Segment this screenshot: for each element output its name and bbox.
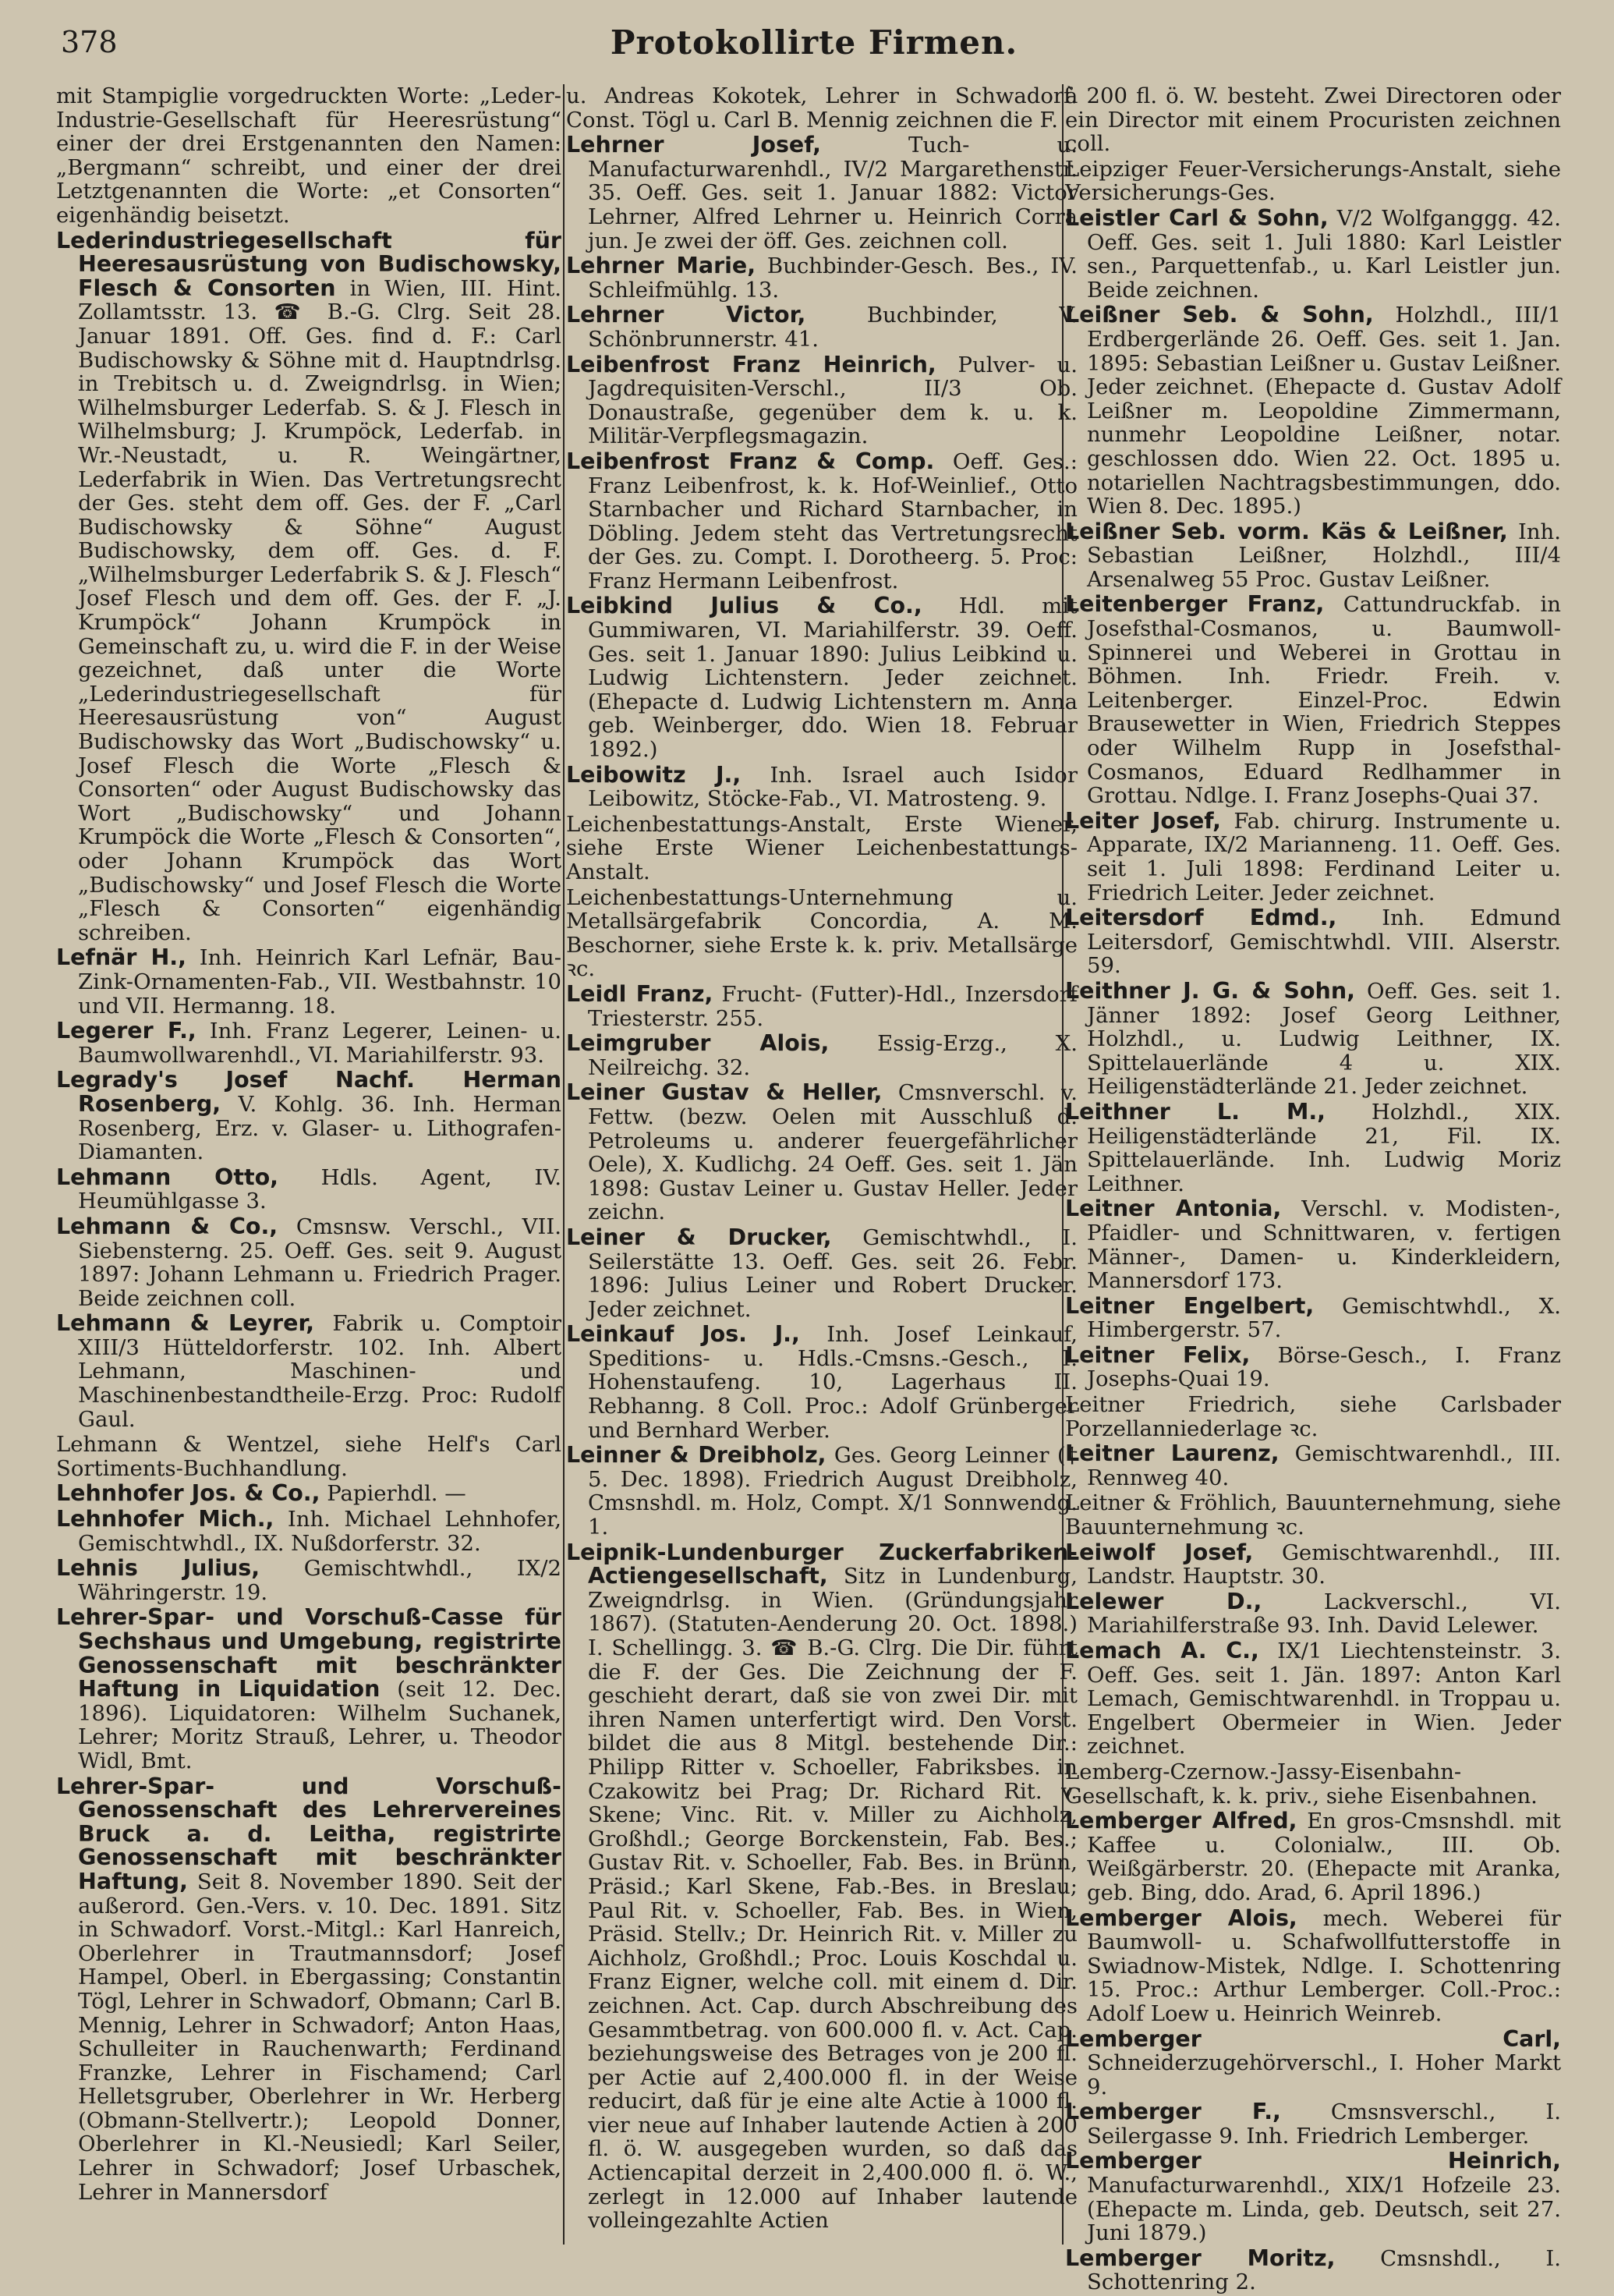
directory-entry bbox=[1065, 1491, 1561, 1539]
firm-name: Leißner Seb. & Sohn, bbox=[1065, 302, 1374, 328]
firm-name: Lehnhofer Mich., bbox=[56, 1506, 274, 1532]
firm-name: Leistler Carl & Sohn, bbox=[1065, 204, 1329, 231]
entry-text: Inh. Edmund Leitersdorf, Gemischtwhdl. VIII. Alserstr. 59. bbox=[1087, 905, 1561, 979]
entry-text: Inh. Franz Legerer, Leinen- u. Baumwollwarenhdl., VI. Mariahilferstr. 93. bbox=[78, 1019, 561, 1068]
entry-text: in Wien, III. Hint. Zollamtsstr. 13. ☎ B.-G. Clrg. Seit 28. Januar 1891. Off. Ges. find d. F.: Carl Budischowsky & Söhne mit d. Hauptndrlsg. in Trebitsch u. d. Zweigndrlsg. in Wien; Wilhelmsburger Lederfab. S. & J. Flesch in Wilhelmsburg; J. Krumpöck, Lederfab. in Wr.-Neustadt, u. R. Weingärtner, Lederfabrik in Wien. Das Vertretungsrecht der Ges. steht dem off. Ges. der F. „Carl Budischowsky & Söhne“ August Budischowsky, dem off. Ges. d. F. „Wilhelmsburger Lederfabrik S. & J. Flesch“ Josef Flesch und dem off. Ges. der F. „J. Krumpöck“ Johann Krumpöck in Gemeinschaft zu, u. wird die F. in der Weise gezeichnet, daß unter die Worte „Lederindustriegesellschaft für Heeresausrüstung von“ August Budischowsky das Wort „Budischowsky“ u. Josef Flesch die Worte „Flesch & Consorten“ oder August Budischowsky das Wort „Budischowsky“ und Johann Krumpöck die Worte „Flesch & Consorten“, oder Johann Krumpöck das Wort „Budischowsky“ und Josef Flesch die Worte „Flesch & Consorten“ eigenhändig schreiben. bbox=[78, 275, 561, 945]
entry-text: Tuch- u. Manufacturwarenhdl., IV/2 Margarethenstr. 35. Oeff. Ges. seit 1. Januar 1882: Victor Lehrner, Alfred Lehrner u. Heinrich Corra jun. Je zwei der öff. Ges. zeichnen coll. bbox=[588, 133, 1078, 253]
entry-text: V. Kohlg. 36. Inh. Herman Rosenberg, Erz. v. Glaser- u. Lithografen-Diamanten. bbox=[78, 1091, 561, 1165]
firm-name: Lehmann & Co., bbox=[56, 1213, 278, 1239]
directory-entry bbox=[56, 946, 561, 1018]
firm-name: Lemberger F., bbox=[1065, 2099, 1281, 2125]
directory-entry bbox=[566, 1323, 1078, 1442]
entry-text: Gemischtwhdl., I. Seilerstätte 13. Oeff. Ges. seit 26. Febr. 1896: Julius Leiner und Robert Drucker. Jeder zeichnet. bbox=[588, 1224, 1078, 1322]
entry-text: Holzhdl., III/1 Erdbergerlände 26. Oeff. Ges. seit 1. Jan. 1895: Sebastian Leißner u. Gustav Leißner. Jeder zeichnet. (Ehepacte d. Gustav Adolf Leißner m. Leopoldine Zimmermann, nunmehr Leopoldine Leißner, notar. geschlossen ddo. Wien 22. Oct. 1895 u. notariellen Nachtragsbestimmungen, ddo. Wien 8. Dec. 1895.) bbox=[1087, 303, 1561, 519]
entry-text: Hdls. Agent, IV. Heumühlgasse 3. bbox=[78, 1164, 561, 1214]
firm-name: Lemach A. C., bbox=[1065, 1638, 1259, 1664]
firm-name: Leibenfrost Franz Heinrich, bbox=[566, 351, 936, 377]
directory-entry bbox=[1065, 807, 1562, 905]
entry-text: En gros-Cmsnshdl. mit Kaffee u. Colonialw., III. Ob. Weißgärberstr. 20. (Ehepacte mit Aranka, geb. Bing, ddo. Arad, 6. April 1896.) bbox=[1087, 1809, 1561, 1905]
firm-name: Lehrer-Spar- und Vorschuß-Casse für Sechshaus und Umgebung, registrirte Genossenschaft mit beschränkter Haftung in Liquidation bbox=[56, 1604, 561, 1703]
firm-name: Leithner L. M., bbox=[1065, 1098, 1326, 1125]
directory-entry bbox=[566, 1444, 1078, 1539]
firm-name: Leiwolf Josef, bbox=[1065, 1539, 1254, 1565]
entry-text: Gemischtwhdl., X. Himbergerstr. 57. bbox=[1087, 1293, 1561, 1343]
entry-text: Papierhdl. — bbox=[327, 1481, 466, 1507]
entry-text: Verschl. v. Modisten-, Pfaidler- und Schnittwaren, v. fertigen Männer-, Damen- u. Kinderkleidern, Mannersdorf 173. bbox=[1087, 1196, 1561, 1294]
directory-entry bbox=[1065, 1590, 1561, 1638]
entry-text: Lackverschl., VI. Mariahilferstraße 93. Inh. David Lelewer. bbox=[1087, 1589, 1561, 1639]
entry-text: mech. Weberei für Baumwoll- u. Schafwollfutterstoffe in Swiadnow-Mistek, Ndlge. I. Schottenring 15. Proc.: Arthur Lemberger. Coll.-Proc.: Adolf Loew u. Heinrich Weinreb. bbox=[1087, 1905, 1561, 2026]
entry-text: Cmsnverschl. v. Fettw. (bezw. Oelen mit Ausschluß d. Petroleums u. anderer feuergefährlicher Oele), X. Kudlichg. 24 Oeff. Ges. seit 1. Jän 1898: Gustav Leiner u. Gustav Heller. Jeder zeichn. bbox=[588, 1080, 1078, 1225]
entry-text: Fabrik u. Comptoir XIII/3 Hütteldorferstr. 102. Inh. Albert Lehmann, Maschinen- und Maschinenbestandtheile-Erzg. Proc: Rudolf Gaul. bbox=[78, 1311, 561, 1432]
directory-entry bbox=[566, 1541, 1078, 2233]
firm-name: Lemberger Moritz, bbox=[1065, 2245, 1336, 2271]
directory-entry bbox=[1065, 520, 1561, 592]
page-number: 378 bbox=[61, 25, 118, 59]
entry-text: Leitner & Fröhlich, Bauunternehmung, siehe Bauunternehmung ꝛc. bbox=[1065, 1490, 1561, 1540]
firm-name: Lehnis Julius, bbox=[56, 1555, 260, 1582]
directory-entry bbox=[56, 1508, 561, 1555]
directory-entry bbox=[1065, 2100, 1561, 2148]
firm-name: Lemberger Alfred, bbox=[1065, 1808, 1297, 1834]
directory-entry bbox=[1065, 906, 1561, 978]
directory-entry bbox=[566, 813, 1078, 884]
entry-text: Gemischtwhdl., IX/2 Währingerstr. 19. bbox=[78, 1556, 561, 1605]
directory-entry bbox=[56, 1557, 561, 1604]
entry-text: Hdl. mit Gummiwaren, VI. Mariahilferstr. 39. Oeff. Ges. seit 1. Januar 1890: Julius Leibkind u. Ludwig Lichtenstern. Jeder zeichnet. (Ehepacte d. Ludwig Lichtenstern m. Anna geb. Weinberger, ddo. Wien 18. Februar 1892.) bbox=[588, 593, 1078, 763]
firm-name: Legrady's Josef Nachf. Herman Rosenberg, bbox=[56, 1067, 561, 1117]
column-divider bbox=[563, 84, 565, 2245]
entry-text: Inh. Israel auch Isidor Leibowitz, Stöcke-Fab., VI. Matrosteng. 9. bbox=[588, 762, 1078, 812]
directory-entry bbox=[1065, 1197, 1561, 1292]
directory-entry bbox=[566, 1226, 1078, 1321]
firm-name: Leitenberger Franz, bbox=[1065, 591, 1325, 618]
directory-entry bbox=[56, 1215, 561, 1310]
directory-entry bbox=[56, 1606, 561, 1773]
firm-name: Leinkauf Jos. J., bbox=[566, 1321, 800, 1348]
firm-name: Leipnik-Lundenburger Zuckerfabriken-Actiengesellschaft, bbox=[566, 1539, 1078, 1589]
firm-name: Leiter Josef, bbox=[1065, 807, 1221, 834]
directory-entry bbox=[566, 303, 1078, 351]
firm-name: Lederindustriegesellschaft für Heeresausrüstung von Budischowsky, Flesch & Consorten bbox=[56, 227, 561, 301]
entry-text: Oeff. Ges. seit 1. Jänner 1892: Josef Georg Leithner, Holzhdl., u. Ludwig Leithner, IX. Spittelauerlände 4 u. XIX. Heiligenstädterlände 21. Jeder zeichnet. bbox=[1087, 978, 1561, 1100]
entry-text: Manufacturwarenhdl., XIX/1 Hofzeile 23. (Ehepacte m. Linda, geb. Deutsch, seit 27. Juni 1879.) bbox=[1087, 2173, 1561, 2246]
directory-entry bbox=[56, 84, 561, 228]
firm-name: Leibenfrost Franz & Comp. bbox=[566, 448, 935, 474]
directory-entry bbox=[1065, 158, 1561, 205]
entry-text: Buchbinder-Gesch. Bes., IV. Schleifmühlg. 13. bbox=[588, 253, 1078, 303]
firm-name: Lelewer D., bbox=[1065, 1588, 1262, 1614]
firm-name: Lemberger Heinrich, bbox=[1065, 2148, 1561, 2174]
directory-entry bbox=[56, 1433, 561, 1480]
directory-entry bbox=[1065, 2149, 1561, 2245]
firm-name: Leithner J. G. & Sohn, bbox=[1065, 977, 1355, 1004]
directory-entry bbox=[566, 133, 1078, 253]
directory-entry bbox=[1065, 303, 1561, 518]
entry-text: Essig-Erzg., X. Neilreichg. 32. bbox=[588, 1031, 1078, 1080]
directory-entry bbox=[1065, 1904, 1561, 2026]
firm-name: Lehmann & Leyrer, bbox=[56, 1310, 315, 1337]
directory-entry bbox=[566, 1081, 1078, 1224]
directory-entry bbox=[1065, 1100, 1561, 1196]
page-header bbox=[61, 22, 1567, 69]
entry-text: Leichenbestattungs-Unternehmung u. Metallsärgefabrik Concordia, A. M. Beschorner, siehe Erste k. k. priv. Metallsärge ꝛc. bbox=[566, 884, 1078, 982]
firm-name: Leimgruber Alois, bbox=[566, 1030, 830, 1057]
firm-name: Leibowitz J., bbox=[566, 761, 742, 788]
firm-name: Leitner Antonia, bbox=[1065, 1196, 1282, 1222]
directory-entry bbox=[1065, 1393, 1561, 1440]
firm-name: Lehrner Josef, bbox=[566, 132, 821, 158]
entry-text: Leitner Friedrich, siehe Carlsbader Porzellanniederlage ꝛc. bbox=[1065, 1392, 1561, 1441]
firm-name: Leiner & Drucker, bbox=[566, 1224, 832, 1250]
entry-text: Lemberg-Czernow.-Jassy-Eisenbahn-Gesellschaft, k. k. priv., siehe Eisenbahnen. bbox=[1065, 1759, 1538, 1809]
entry-text: Inh. Michael Lehnhofer, Gemischtwhdl., IX. Nußdorferstr. 32. bbox=[78, 1507, 561, 1556]
directory-entry bbox=[566, 886, 1078, 981]
entry-text: Leichenbestattungs-Anstalt, Erste Wiener, siehe Erste Wiener Leichenbestattungs-Anstalt. bbox=[566, 811, 1078, 884]
entry-text: Inh. Heinrich Karl Lefnär, Bau-Zink-Ornamenten-Fab., VII. Westbahnstr. 10 und VII. Hermanng. 18. bbox=[78, 945, 561, 1019]
directory-entry bbox=[1065, 2025, 1561, 2099]
directory-entry bbox=[1065, 84, 1561, 156]
entry-text: Pulver- u. Jagdrequisiten-Verschl., II/3 Ob. Donaustraße, gegenüber dem k. u. k. Militär-Verpflegsmagazin. bbox=[588, 352, 1078, 449]
directory-entry bbox=[566, 353, 1078, 448]
directory-entry bbox=[56, 1482, 561, 1506]
directory-entry bbox=[56, 1068, 561, 1164]
firm-name: Leitersdorf Edmd., bbox=[1065, 905, 1337, 931]
firm-name: Lemberger Carl, bbox=[1065, 2025, 1561, 2052]
entry-text: Oeff. Ges.: Franz Leibenfrost, k. k. Hof-Weinlief., Otto Starnbacher und Richard Starnbacher, in Döbling. Jedem steht das Vertretungsrecht der Ges. zu. Compt. I. Dorotheerg. 5. Proc: Franz Hermann Leibenfrost. bbox=[588, 448, 1078, 593]
firm-name: Leißner Seb. vorm. Käs & Leißner, bbox=[1065, 518, 1508, 544]
entry-text: Inh. Sebastian Leißner, Holzhdl., III/4 Arsenalweg 55 Proc. Gustav Leißner. bbox=[1087, 519, 1561, 592]
entry-text: Lehmann & Wentzel, siehe Helf's Carl Sortiments-Buchhandlung. bbox=[56, 1432, 561, 1481]
entry-text: à 200 fl. ö. W. besteht. Zwei Directoren oder ein Director mit einem Procuristen zeichnen coll. bbox=[1065, 83, 1561, 157]
entry-text: V/2 Wolfganggg. 42. Oeff. Ges. seit 1. Juli 1880: Karl Leistler sen., Parquettenfab., u. Karl Leistler jun. Beide zeichnen. bbox=[1087, 205, 1562, 303]
directory-entry bbox=[1065, 2247, 1561, 2294]
entry-text: Cmsnshdl., I. Schottenring 2. bbox=[1087, 2245, 1561, 2295]
column-3 bbox=[1065, 84, 1561, 2296]
directory-entry bbox=[56, 1019, 561, 1067]
entry-text: Ges. Georg Leinner († 5. Dec. 1898). Friedrich August Dreibholz, Cmsnshdl. m. Holz, Compt. X/1 Sonnwendg. 1. bbox=[588, 1443, 1078, 1540]
directory-entry bbox=[566, 450, 1078, 593]
entry-text: Inh. Josef Leinkauf, Speditions- u. Hdls.-Cmsns.-Gesch., I. Hohenstaufeng. 10, Lagerhaus II. Rebhanng. 8 Coll. Proc.: Adolf Grünberger und Bernhard Werber. bbox=[588, 1322, 1078, 1443]
entry-text: Leipziger Feuer-Versicherungs-Anstalt, siehe Versicherungs-Ges. bbox=[1065, 156, 1561, 206]
entry-text: Gemischtwarenhdl., III. Rennweg 40. bbox=[1087, 1441, 1562, 1490]
directory-entry bbox=[566, 761, 1078, 812]
directory-entry bbox=[1065, 204, 1562, 303]
directory-entry bbox=[1065, 1341, 1562, 1392]
firm-name: Leitner Engelbert, bbox=[1065, 1292, 1315, 1319]
firm-name: Lehrner Victor, bbox=[566, 302, 806, 328]
directory-entry bbox=[1065, 1292, 1561, 1343]
entry-text: Buchbinder, V. Schönbrunnerstr. 41. bbox=[588, 303, 1078, 352]
firm-name: Lehnhofer Jos. & Co., bbox=[56, 1480, 320, 1507]
directory-entry bbox=[1065, 1809, 1561, 1904]
column-2 bbox=[566, 84, 1078, 2234]
directory-entry bbox=[1065, 977, 1561, 1100]
firm-name: Lemberger Alois, bbox=[1065, 1904, 1297, 1931]
firm-name: Leitner Laurenz, bbox=[1065, 1440, 1280, 1467]
firm-name: Legerer F., bbox=[56, 1018, 196, 1044]
directory-entry bbox=[56, 229, 561, 945]
firm-name: Leidl Franz, bbox=[566, 980, 713, 1007]
directory-entry bbox=[566, 1032, 1078, 1079]
directory-entry bbox=[1065, 1639, 1561, 1759]
directory-entry bbox=[566, 594, 1078, 761]
entry-text: Schneiderzugehörverschl., I. Hoher Markt 9. bbox=[1087, 2050, 1561, 2099]
firm-name: Lehmann Otto, bbox=[56, 1164, 278, 1190]
directory-entry bbox=[566, 980, 1078, 1031]
directory-entry bbox=[1065, 593, 1561, 807]
entry-text: Holzhdl., XIX. Heiligenstädterlände 21, Fil. IX. Spittelauerlände. Inh. Ludwig Moriz Leithner. bbox=[1087, 1099, 1561, 1196]
directory-entry bbox=[1065, 1760, 1561, 1808]
firm-name: Leinner & Dreibholz, bbox=[566, 1442, 826, 1469]
entry-text: Gemischtwarenhdl., III. Landstr. Hauptstr. 30. bbox=[1087, 1540, 1561, 1589]
entry-text: Fab. chirurg. Instrumente u. Apparate, IX/2 Marianneng. 11. Oeff. Ges. seit 1. Juli 1898: Ferdinand Leiter u. Friedrich Leiter. Jeder zeichnet. bbox=[1087, 808, 1562, 905]
directory-entry bbox=[566, 84, 1078, 132]
directory-entry bbox=[56, 1775, 561, 2205]
entry-text: Cattundruckfab. in Josefsthal-Cosmanos, u. Baumwoll-Spinnerei und Weberei in Grottau in Böhmen. Inh. Friedr. Freih. v. Leitenberger. Einzel-Proc. Edwin Brausewetter in Wien, Friedrich Steppes oder Wilhelm Rupp in Josefsthal-Cosmanos, Eduard Redlhammer in Grottau. Ndlge. I. Franz Josephs-Quai 37. bbox=[1087, 592, 1562, 809]
firm-name: Leiner Gustav & Heller, bbox=[566, 1079, 883, 1106]
entry-text: mit Stampiglie vorgedruckten Worte: „Leder-Industrie-Gesellschaft für Heeresrüstung“ einer der drei Erstgenannten den Namen: „Bergmann“ schreibt, und einer der drei Letztgenannten die Worte: „et Consorten“ eigenhändig beisetzt. bbox=[56, 83, 561, 228]
directory-entry bbox=[56, 1312, 561, 1431]
firm-name: Lefnär H., bbox=[56, 944, 186, 971]
firm-name: Leitner Felix, bbox=[1065, 1341, 1251, 1368]
entry-text: u. Andreas Kokotek, Lehrer in Schwadorf. Const. Tögl u. Carl B. Mennig zeichnen die F. bbox=[566, 83, 1078, 133]
directory-entry bbox=[566, 254, 1078, 302]
directory-entry bbox=[56, 1166, 561, 1214]
directory-entry bbox=[1065, 1442, 1561, 1490]
firm-name: Leibkind Julius & Co., bbox=[566, 593, 922, 619]
page-title: Protokollirte Firmen. bbox=[610, 23, 1018, 62]
firm-name: Lehrner Marie, bbox=[566, 253, 756, 279]
entry-text: Cmsnsverschl., I. Seilergasse 9. Inh. Friedrich Lemberger. bbox=[1087, 2099, 1561, 2149]
entry-text: Börse-Gesch., I. Franz Josephs-Quai 19. bbox=[1087, 1342, 1562, 1392]
firm-name: Lehrer-Spar- und Vorschuß-Genossenschaft des Lehrervereines Bruck a. d. Leitha, registrirte Genossenschaft mit beschränkter Haftung, bbox=[56, 1773, 561, 1894]
entry-text: Cmsnsw. Verschl., VII. Siebensterng. 25. Oeff. Ges. seit 9. August 1897: Johann Lehmann u. Friedrich Prager. Beide zeichnen coll. bbox=[78, 1214, 562, 1311]
entry-text: (seit 12. Dec. 1896). Liquidatoren: Wilhelm Suchanek, Lehrer; Moritz Strauß, Lehrer, u. Theodor Widl, Bmt. bbox=[78, 1677, 561, 1773]
entry-text: Sitz in Lundenburg, Zweigndrlsg. in Wien. (Gründungsjahr 1867). (Statuten-Aenderung 20. Oct. 1898.) I. Schellingg. 3. ☎ B.-G. Clrg. Die Dir. führt die F. der Ges. Die Zeichnung der F. geschieht derart, daß sie von zwei Dir. mit ihren Namen unterfertigt wird. Den Vorst. bildet die aus 8 Mitgl. bestehende Dir.: Philipp Ritter v. Schoeller, Fabriksbes. in Czakowitz bei Prag; Dr. Richard Rit. v. Skene; Vinc. Rit. v. Miller zu Aichholz, Großhdl.; George Borckenstein, Fab. Bes.; Gustav Rit. v. Schoeller, Fab. Bes. in Brünn, Präsid.; Karl Skene, Fab.-Bes. in Breslau; Paul Rit. v. Schoeller, Fab. Bes. in Wien, Präsid. Stellv.; Dr. Heinrich Rit. v. Miller zu Aichholz, Großhdl.; Proc. Louis Koschdal u. Franz Eigner, welche coll. mit einem d. Dir. zeichnen. Act. Cap. durch Abschreibung des Gesammtbetrag. von 600.000 fl. v. Act. Cap. beziehungsweise des Betrages von je 200 fl. per Actie auf 2,400.000 fl. in der Weise reducirt, daß für je eine alte Actie à 1000 fl. vier neue auf Inhaber lautende Actien à 200 fl. ö. W. ausgegeben wurden, so daß das Actiencapital derzeit in 2,400.000 fl. ö. W., zerlegt in 12.000 auf Inhaber lautende volleingezahlte Actien bbox=[588, 1564, 1078, 2234]
entry-text: Seit 8. November 1890. Seit der außerord. Gen.-Vers. v. 10. Dec. 1891. Sitz in Schwadorf. Vorst.-Mitgl.: Karl Hanreich, Oberlehrer in Trautmannsdorf; Josef Hampel, Oberl. in Ebergassing; Constantin Tögl, Lehrer in Schwadorf, Obmann; Carl B. Mennig, Lehrer in Schwadorf; Anton Haas, Schulleiter in Rauchenwarth; Ferdinand Franzke, Lehrer in Fischamend; Carl Helletsgruber, Oberlehrer in Wr. Herberg (Obmann-Stellvertr.); Leopold Donner, Oberlehrer in Kl.-Neusiedl; Karl Seiler, Lehrer in Schwadorf; Josef Urbaschek, Lehrer in Mannersdorf bbox=[78, 1869, 561, 2205]
entry-text: IX/1 Liechtensteinstr. 3. Oeff. Ges. seit 1. Jän. 1897: Anton Karl Lemach, Gemischtwarenhdl. in Troppau u. Engelbert Obermeier in Wien. Jeder zeichnet. bbox=[1087, 1639, 1561, 1759]
column-1 bbox=[56, 84, 561, 2206]
directory-entry bbox=[1065, 1541, 1561, 1589]
entry-text: Frucht- (Futter)-Hdl., Inzersdorf Triesterstr. 255. bbox=[588, 981, 1078, 1031]
